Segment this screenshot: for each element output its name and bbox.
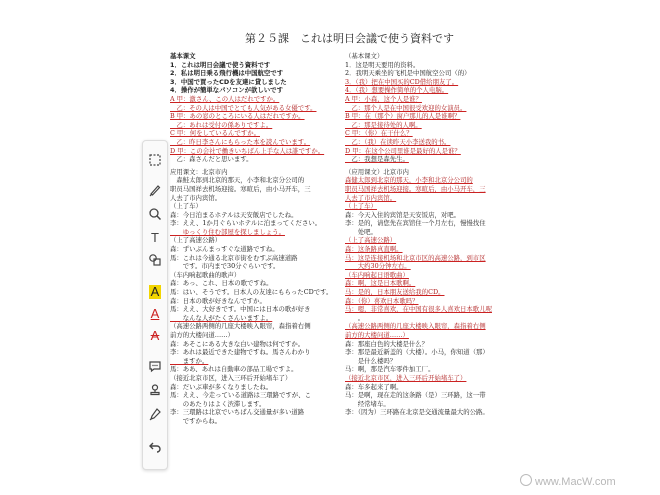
text-line: なんな人がたくさんいますよ。 xyxy=(170,313,273,322)
watermark xyxy=(520,474,616,488)
text-line: （上了车） xyxy=(170,202,202,211)
strikethrough-icon: A xyxy=(150,328,160,343)
text-line: 前方的大楼问道……） xyxy=(345,331,409,339)
magnifier-icon xyxy=(148,207,162,221)
text-line: 2．私は明日乗る飛行機は中国航空です xyxy=(170,69,284,78)
text-line: 人去了市内宾馆。 xyxy=(345,193,397,202)
japanese-column xyxy=(170,52,345,426)
pen-icon xyxy=(148,183,162,197)
text-line: 是什么楼吗？ xyxy=(345,356,397,365)
text-line: （高速公路两侧的几座大楼映入眼帘，森指着右侧 xyxy=(170,322,311,331)
text-line: 森：だいぶ車が多くなりましたね。 xyxy=(170,382,273,391)
stamp-icon xyxy=(148,383,162,397)
text-line: （车内响起歌曲的歌声） xyxy=(170,270,241,279)
text-line: 应用课文：北京市内 xyxy=(170,167,228,176)
text-line: （车内响起日语歌曲） xyxy=(345,270,409,279)
undo-button[interactable] xyxy=(146,437,164,455)
text-line: 3．中国で買ったCDを友達に貸しました xyxy=(170,77,287,86)
text-line: 1．这是明天要用的资料。 xyxy=(345,60,420,69)
text-line: 森鮭太郎到北京的那天，小李和北京分公司的 xyxy=(170,176,305,185)
highlight-icon: A xyxy=(150,284,160,299)
text-line: 森：あそこにある大きな白い建物は何ですか。 xyxy=(170,339,305,348)
text-line: 经常堵车。 xyxy=(345,399,390,408)
text-line: D 甲：この会社で働きいちばん上手な人は誰ですか。 xyxy=(170,146,325,155)
text-line: 李：是的，请您先在宾馆住一个月左右，慢慢找住 xyxy=(345,219,486,228)
text-line: 森：（你）喜欢日本歌吗？ xyxy=(345,296,419,305)
underline-button[interactable] xyxy=(146,305,164,323)
text-line: 森健太郎到北京的那天，小李和北京分公司的 xyxy=(345,176,473,185)
text-line: A 甲：小森，这个人是谁？ xyxy=(345,94,422,103)
text-line: のあたりはよく渋滞します。 xyxy=(170,399,266,408)
text-line: 1．これは明日会議で使う資料です xyxy=(170,60,271,69)
watermark-text: www.MacW.com xyxy=(535,476,616,488)
text-line: （高速公路两侧的几座大楼映入眼帘，森指着右侧 xyxy=(345,322,486,331)
text-line: A 甲：激さん、この人はだれですか。 xyxy=(170,94,280,103)
text-line: 马：是的，日本朋友送给我的CD。 xyxy=(345,288,445,297)
text-line: 乙：あれは受付の係ありですよ。 xyxy=(170,120,273,129)
text-line: 森：车多起来了啊。 xyxy=(345,382,403,391)
text-line: 馬：ああ、あれは自動車の部品工場ですよ。 xyxy=(170,365,298,374)
shapes-icon xyxy=(148,253,162,267)
text-line: 职员马国祥去机场迎接。寒暄后，由小马开车，三 xyxy=(345,184,486,193)
text-line: 李：ええ、1か月ぐらいホテルに泊まってください。 xyxy=(170,219,322,228)
text-line: 森：那座白色的大楼是什么？ xyxy=(345,339,429,348)
text-line: 2．我明天乘坐的飞机是中国航空公司（的） xyxy=(345,69,471,78)
text-line: 馬：ええ、大好きです。中国には日本の歌が好き xyxy=(170,305,311,314)
text-line: 森：今日泊まるホテルは天安飯店でしたね。 xyxy=(170,210,298,219)
text-line: 乙：その人は中国でとても人気がある女優です。 xyxy=(170,103,317,112)
text-line: 馬：ええ、今走っている道路は三環路ですが、こ xyxy=(170,391,311,400)
text-line: 乙：我想是森先生。 xyxy=(345,155,409,164)
text-tool-button[interactable] xyxy=(146,229,164,247)
text-line: （上了高速公路） xyxy=(345,236,397,245)
text-line: 森：这条路真直啊。 xyxy=(345,245,403,254)
text-line: 。 xyxy=(345,313,365,322)
strikethrough-button[interactable] xyxy=(146,327,164,345)
text-line: （接近北京市区，进入三环后开始堵车了） xyxy=(170,373,292,382)
undo-icon xyxy=(148,439,162,453)
text-line: 馬：はい、そうです。日本人の友達にもらったCDです。 xyxy=(170,288,333,297)
text-line: 李：あれは最近できた建物ですね。馬さんわかり xyxy=(170,348,311,357)
text-line: （上了车） xyxy=(345,202,377,211)
text-line: 前方的大楼问道……） xyxy=(170,331,234,339)
note-button[interactable] xyxy=(146,357,164,375)
text-tool-icon: T xyxy=(151,230,159,245)
text-line: 乙：那是接待处的人啊。 xyxy=(345,120,422,129)
document-title: 第２５課 これは明日会議で使う資料です xyxy=(245,32,454,45)
text-line: 森：あっ、これ、日本の歌ですね。 xyxy=(170,279,273,288)
text-line: C 甲：（你）在干什么？ xyxy=(345,129,413,138)
text-line: C 甲：何をしているんですか。 xyxy=(170,129,260,138)
text-line: B 甲：あの窓のところにいる人はだれですか。 xyxy=(170,112,305,121)
watermark-logo-icon xyxy=(520,474,532,486)
text-line: 人去了市内宾馆。 xyxy=(170,193,222,202)
text-line: 乙：森さんだと思います。 xyxy=(170,155,253,164)
text-line: ですからね。 xyxy=(170,416,222,425)
text-line: （应用课文）北京市内 xyxy=(345,167,409,176)
text-line: 职员马国祥去机场迎接。寒暄后，由小马开车，三 xyxy=(170,184,311,193)
text-line: B 甲：在（那个）窗户那儿的人是谁啊？ xyxy=(345,112,461,121)
text-line: 处吧。 xyxy=(345,227,377,236)
shapes-button[interactable] xyxy=(146,251,164,269)
text-line: （接近北京市区，进入三环后开始堵车了） xyxy=(345,373,467,382)
text-line: 森：日本の歌が好きなんですか。 xyxy=(170,296,266,305)
text-line: 马：是啊，现在走的这条路（是）三环路，这一带 xyxy=(345,391,486,400)
text-line: ますか。 xyxy=(170,356,209,365)
signature-button[interactable] xyxy=(146,405,164,423)
text-line: 乙：昨日李さんにもらった本を読んでいます。 xyxy=(170,137,311,146)
rectangle-select-button[interactable] xyxy=(146,151,164,169)
text-line: 乙：（我）在读昨天小李送我的书。 xyxy=(345,137,451,146)
highlight-button[interactable] xyxy=(146,283,164,301)
underline-icon: A xyxy=(150,306,160,321)
text-line: 馬：これは今通る北京市街をむすぶ高速道路 xyxy=(170,253,298,262)
chinese-column xyxy=(345,52,495,417)
text-line: 3．（我）把在中国买的CD借给朋友了。 xyxy=(345,77,459,86)
text-line: 乙：那个人是在中国很受欢迎的女演员。 xyxy=(345,103,467,112)
text-line: 马：这是连接机场和北京市区的高速公路，到市区 xyxy=(345,253,486,262)
text-line: 李：三環路は北京でいちばん交通量が多い道路 xyxy=(170,408,305,417)
text-line: （上了高速公路） xyxy=(170,236,222,245)
annotation-toolbar xyxy=(142,140,168,470)
text-line: 森：今天入住的宾馆是天安饭店，对吧。 xyxy=(345,210,461,219)
magnifier-button[interactable] xyxy=(146,205,164,223)
stamp-button[interactable] xyxy=(146,381,164,399)
text-line: 李：那是最近新盖的（大楼）。小马，你知道（那） xyxy=(345,348,489,357)
text-line: 马：嗯，非常喜欢，在中国有很多人喜欢日本歌儿呢 xyxy=(345,305,492,314)
text-line: です。市内まで30分ぐらいです。 xyxy=(170,262,280,271)
sketch-button[interactable] xyxy=(146,181,164,199)
text-line: 基本课文 xyxy=(170,52,196,60)
text-line: 李：（因为）三环路在北京是交通流量最大的公路。 xyxy=(345,408,489,417)
comment-icon xyxy=(148,359,162,373)
text-line: 4．（我）想要操作简单的个人电脑。 xyxy=(345,86,449,95)
text-line: （基本课文） xyxy=(345,52,384,60)
text-line: D 甲：在这个公司里谁是最好的人是谁？ xyxy=(345,146,461,155)
text-line: 森：啊，这是日本歌啊。 xyxy=(345,279,416,288)
rectangle-select-icon xyxy=(148,153,162,167)
text-line: ゆっくり住む部屋を探しましょう。 xyxy=(170,227,285,236)
text-line: 4．操作が簡単なパソコンが欲しいです xyxy=(170,86,283,95)
text-line: 马：啊，那是汽车零件加工厂。 xyxy=(345,365,435,374)
text-line: 大约30分钟左右。 xyxy=(345,262,411,271)
text-line: 森：ずいぶんまっすぐな道路ですね。 xyxy=(170,245,279,254)
fountain-pen-icon xyxy=(148,407,162,421)
